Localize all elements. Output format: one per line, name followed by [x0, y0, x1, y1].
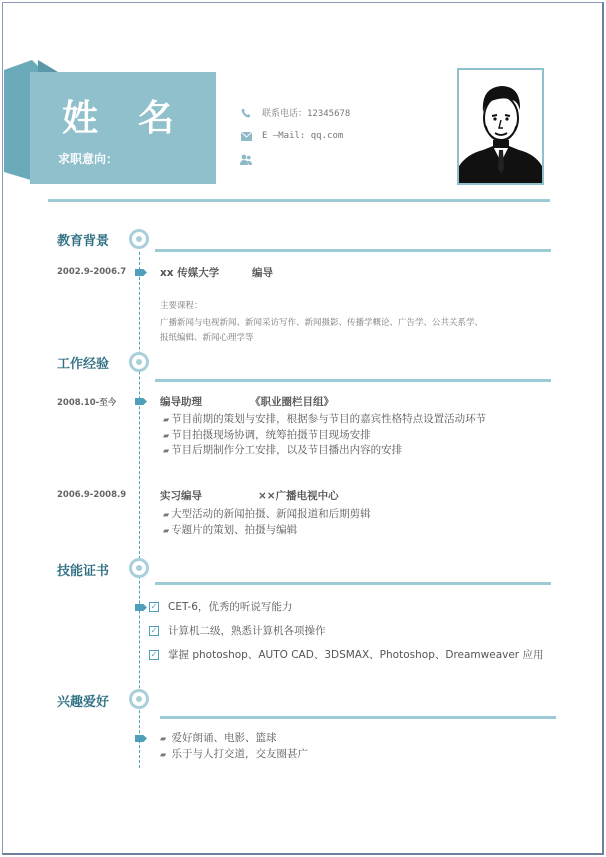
section-title-work: 工作经验	[57, 357, 110, 372]
work-divider	[155, 379, 551, 382]
work-date-2: 2006.9-2008.9	[57, 490, 127, 500]
people-icon	[240, 153, 252, 165]
list-item: ▰ 节目拍摄现场协调，统筹拍摄节目现场安排	[163, 428, 371, 441]
list-item: ▰ 大型活动的新闻拍摄、新闻报道和后期剪辑	[163, 508, 371, 520]
list-item: ▰ 爱好朗诵、电影、篮球	[160, 732, 277, 744]
phone-row	[240, 106, 350, 119]
section-title-hobbies: 兴趣爱好	[57, 695, 110, 710]
list-item: ▰ 节目后期制作分工安排，以及节目播出内容的安排	[163, 444, 403, 456]
education-major: 编导	[252, 267, 273, 279]
header-divider	[48, 199, 550, 202]
hobbies-ring-icon	[129, 689, 149, 709]
job-intent-label: 求职意向：	[58, 152, 119, 166]
skill-item-3: ✓ 掌握 photoshop、AUTO CAD、3DSMAX、Photoshop、Dreamweaver 应用	[150, 649, 544, 661]
work-role-1: 编导助理	[160, 396, 202, 408]
work-bullets-2	[163, 507, 371, 538]
list-item: ▰ 节目前期的策划与安排，根据参与节目的嘉宾性格特点设置活动环节	[163, 413, 487, 425]
list-item: ▰ 专题片的策划、拍摄与编辑	[163, 523, 298, 536]
work-org-2: ××广播电视中心	[258, 490, 339, 502]
hobbies-bullets	[160, 731, 308, 762]
section-title-skills: 技能证书	[57, 564, 110, 579]
portrait-silhouette-icon	[459, 70, 542, 183]
email-row	[240, 130, 343, 142]
skill-item-1: ✓ CET-6，优秀的听说写能力	[150, 601, 293, 613]
hobbies-divider	[160, 716, 556, 719]
mail-icon	[240, 130, 252, 142]
email-text: E —Mail: qq.com	[262, 131, 344, 141]
education-date: 2002.9-2006.7	[57, 267, 127, 277]
list-item: ▰ 乐于与人打交道，交友圈甚广	[160, 747, 308, 760]
checkbox-icon: ✓	[150, 601, 158, 611]
checkbox-icon: ✓	[150, 649, 158, 659]
skills-divider	[155, 582, 551, 585]
phone-icon	[240, 107, 252, 119]
education-divider	[155, 249, 551, 252]
phone-text: 联系电话：12345678	[262, 109, 351, 119]
skill-item-2: ✓ 计算机二级，熟悉计算机各项操作	[150, 625, 326, 637]
skills-ring-icon	[129, 558, 149, 578]
courses-line-2: 报纸编辑、新闻心理学等	[160, 333, 254, 343]
courses-line-1: 广播新闻与电视新闻、新闻采访写作、新闻摄影、传播学概论、广告学、公共关系学、	[160, 318, 484, 328]
section-title-education: 教育背景	[57, 234, 110, 249]
education-school: xx 传媒大学	[160, 267, 220, 279]
work-ring-icon	[129, 352, 149, 372]
work-role-2: 实习编导	[160, 490, 202, 502]
work-org-1: 《职业圈栏目组》	[250, 396, 334, 408]
courses-label: 主要课程：	[160, 301, 203, 311]
work-date-1: 2008.10-至今	[57, 398, 117, 408]
work-bullets-1	[163, 412, 486, 459]
wechat-row	[240, 153, 262, 165]
checkbox-icon: ✓	[150, 625, 158, 635]
education-ring-icon	[129, 229, 149, 249]
portrait-photo	[457, 68, 544, 185]
candidate-name: 姓名	[62, 98, 215, 139]
